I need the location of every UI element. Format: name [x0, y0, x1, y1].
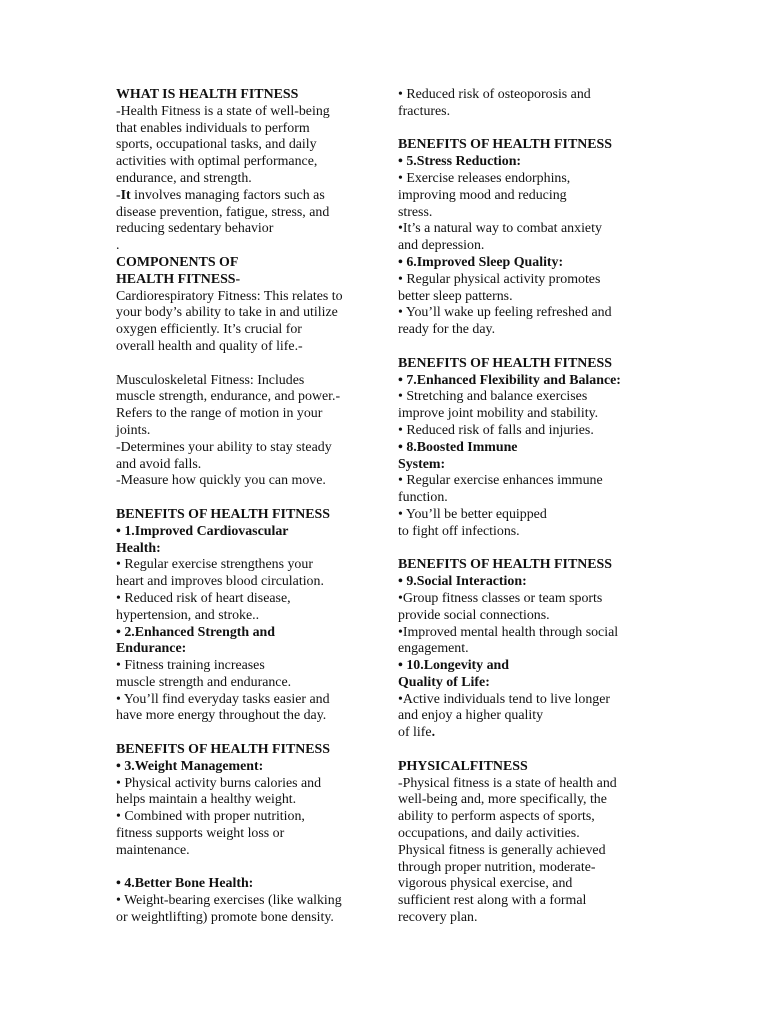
text-line [116, 658, 378, 675]
line-text: • Stretching and balance exercises [398, 389, 588, 405]
text-line [398, 389, 650, 406]
heading-line [116, 524, 378, 541]
line-text: • 3.Weight Management: [116, 758, 264, 774]
line-text: • Weight-bearing exercises (like walking [116, 893, 342, 909]
line-text: of life [398, 725, 432, 741]
text-line [116, 473, 378, 490]
line-text: • Regular exercise enhances immune [398, 473, 603, 489]
text-line [398, 473, 650, 490]
line-text: BENEFITS OF HEALTH FITNESS [116, 742, 330, 758]
heading-line [116, 507, 378, 524]
text-line [398, 826, 650, 843]
line-text: and avoid falls. [116, 456, 202, 472]
text-line [398, 893, 650, 910]
text-line [398, 322, 650, 339]
heading-line [398, 759, 650, 776]
text-line [398, 591, 650, 608]
blank-line [398, 541, 650, 558]
text-line [116, 205, 378, 222]
text-line [398, 608, 650, 625]
line-text: BENEFITS OF HEALTH FITNESS [398, 137, 612, 153]
text-line [116, 423, 378, 440]
line-text: activities with optimal performance, [116, 154, 318, 170]
heading-line [398, 255, 650, 272]
line-text: and enjoy a higher quality [398, 708, 544, 724]
text-line [398, 490, 650, 507]
text-line [116, 675, 378, 692]
line-text: • You’ll be better equipped [398, 506, 547, 522]
line-text: • You’ll wake up feeling refreshed and [398, 305, 612, 321]
line-text: your body’s ability to take in and utilize [116, 305, 338, 321]
line-text: • Combined with proper nutrition, [116, 809, 305, 825]
heading-line [116, 272, 378, 289]
line-text: maintenance. [116, 842, 190, 858]
line-text: -Determines your ability to stay steady [116, 439, 332, 455]
line-text: fitness supports weight loss or [116, 826, 285, 842]
text-line [398, 860, 650, 877]
text-line [116, 893, 378, 910]
line-text: • 10.Longevity and [398, 658, 509, 674]
text-line [398, 305, 650, 322]
heading-line [398, 440, 650, 457]
blank-line [116, 490, 378, 507]
heading-line [398, 675, 650, 692]
text-line [398, 725, 650, 742]
text-line [398, 171, 650, 188]
line-text: •Active individuals tend to live longer [398, 691, 611, 707]
line-text: and depression. [398, 238, 485, 254]
heading-line [116, 641, 378, 658]
blank-line [398, 742, 650, 759]
line-text: COMPONENTS OF [116, 254, 239, 270]
line-text: • Regular physical activity promotes [398, 271, 601, 287]
text-line [116, 591, 378, 608]
left-column [116, 87, 378, 927]
text-line [116, 339, 378, 356]
line-text: well-being and, more specifically, the [398, 792, 607, 808]
text-line [116, 289, 378, 306]
text-line [398, 406, 650, 423]
line-text: System: [398, 456, 446, 472]
text-line [398, 641, 650, 658]
line-text: ready for the day. [398, 322, 496, 338]
right-column [398, 87, 650, 927]
heading-line [116, 541, 378, 558]
line-text: • 5.Stress Reduction: [398, 154, 522, 170]
line-text: PHYSICALFITNESS [398, 758, 528, 774]
text-line [116, 104, 378, 121]
line-text: joints. [116, 422, 151, 438]
line-text: BENEFITS OF HEALTH FITNESS [116, 506, 330, 522]
line-text: -Measure how quickly you can move. [116, 473, 326, 489]
text-line [116, 574, 378, 591]
line-text: -Physical fitness is a state of health and [398, 775, 617, 791]
text-line [398, 708, 650, 725]
line-text: • Physical activity burns calories and [116, 775, 322, 791]
text-line [398, 776, 650, 793]
heading-line [116, 255, 378, 272]
line-text: have more energy throughout the day. [116, 708, 327, 724]
text-line [116, 373, 378, 390]
text-line [116, 826, 378, 843]
line-text: • 1.Improved Cardiovascular [116, 523, 289, 539]
bold-run: It [120, 187, 131, 203]
text-line [398, 188, 650, 205]
heading-line [116, 625, 378, 642]
text-line [116, 221, 378, 238]
line-text: • You’ll find everyday tasks easier and [116, 691, 330, 707]
line-text: that enables individuals to perform [116, 120, 310, 136]
line-text: or weightlifting) promote bone density. [116, 910, 334, 926]
line-text: fractures. [398, 103, 451, 119]
line-text: • 9.Social Interaction: [398, 574, 527, 590]
text-line [116, 557, 378, 574]
heading-line [398, 373, 650, 390]
text-line [398, 792, 650, 809]
line-text: • Reduced risk of falls and injuries. [398, 422, 594, 438]
blank-line [398, 339, 650, 356]
line-text: Endurance: [116, 641, 187, 657]
text-line [116, 608, 378, 625]
text-line [116, 154, 378, 171]
blank-line [116, 725, 378, 742]
text-line [398, 507, 650, 524]
text-line [116, 440, 378, 457]
heading-line [398, 574, 650, 591]
line-text: WHAT IS HEALTH FITNESS [116, 87, 299, 102]
line-text: BENEFITS OF HEALTH FITNESS [398, 557, 612, 573]
text-line [398, 289, 650, 306]
text-line [116, 406, 378, 423]
line-text: oxygen efficiently. It’s crucial for [116, 322, 302, 338]
line-text: Health: [116, 540, 161, 556]
line-text: Physical fitness is generally achieved [398, 842, 606, 858]
text-line [116, 843, 378, 860]
text-line [398, 692, 650, 709]
text-line [116, 776, 378, 793]
line-text: • 4.Better Bone Health: [116, 876, 254, 892]
line-text: • Reduced risk of osteoporosis and [398, 87, 591, 102]
line-text: BENEFITS OF HEALTH FITNESS [398, 355, 612, 371]
line-text: • 7.Enhanced Flexibility and Balance: [398, 372, 621, 388]
heading-line [116, 876, 378, 893]
line-text: helps maintain a healthy weight. [116, 792, 297, 808]
line-text: Musculoskeletal Fitness: Includes [116, 372, 305, 388]
text-line [116, 910, 378, 927]
line-text: hypertension, and stroke.. [116, 607, 260, 623]
line-text: ability to perform aspects of sports, [398, 809, 595, 825]
line-text: •Group fitness classes or team sports [398, 590, 603, 606]
line-text: HEALTH FITNESS- [116, 271, 241, 287]
line-text: sufficient rest along with a formal [398, 893, 587, 909]
bold-run: . [431, 725, 436, 741]
line-text: • 6.Improved Sleep Quality: [398, 254, 564, 270]
line-text: reducing sedentary behavior [116, 221, 274, 237]
line-text: • 8.Boosted Immune [398, 439, 518, 455]
text-line [398, 205, 650, 222]
blank-line [116, 860, 378, 877]
line-text: endurance, and strength. [116, 170, 252, 186]
line-text: function. [398, 490, 448, 506]
text-line [116, 792, 378, 809]
blank-line [116, 356, 378, 373]
line-text: -Health Fitness is a state of well-being [116, 103, 330, 119]
line-text: occupations, and daily activities. [398, 826, 580, 842]
line-text: vigorous physical exercise, and [398, 876, 573, 892]
line-text: overall health and quality of life.- [116, 338, 303, 354]
text-line [398, 524, 650, 541]
text-run: involves managing factors such as [130, 187, 325, 203]
text-line [116, 322, 378, 339]
line-text: •Improved mental health through social [398, 624, 619, 640]
heading-line [116, 759, 378, 776]
text-line [116, 692, 378, 709]
text-line [116, 137, 378, 154]
line-text: provide social connections. [398, 607, 550, 623]
heading-line [116, 742, 378, 759]
text-line [116, 708, 378, 725]
text-line [398, 843, 650, 860]
text-line [398, 876, 650, 893]
text-line [116, 188, 378, 205]
line-text: muscle strength, endurance, and power.- [116, 389, 341, 405]
text-line [116, 121, 378, 138]
line-text: stress. [398, 204, 433, 220]
heading-line [398, 557, 650, 574]
heading-line [398, 154, 650, 171]
line-text: recovery plan. [398, 910, 478, 926]
heading-line [398, 658, 650, 675]
line-text: . [116, 238, 120, 254]
text-line [398, 104, 650, 121]
line-text: sports, occupational tasks, and daily [116, 137, 317, 153]
heading-line [398, 457, 650, 474]
text-line [398, 87, 650, 104]
text-line [116, 809, 378, 826]
line-text: through proper nutrition, moderate- [398, 859, 596, 875]
heading-line [398, 356, 650, 373]
line-text: Cardiorespiratory Fitness: This relates to [116, 288, 343, 304]
text-line [116, 171, 378, 188]
text-line [398, 238, 650, 255]
heading-line [398, 137, 650, 154]
text-line [116, 238, 378, 255]
line-text: • Exercise releases endorphins, [398, 170, 571, 186]
heading-line [116, 87, 378, 104]
text-line [116, 305, 378, 322]
text-line [398, 272, 650, 289]
line-text: improve joint mobility and stability. [398, 406, 599, 422]
line-text: muscle strength and endurance. [116, 674, 292, 690]
line-text: • Fitness training increases [116, 658, 265, 674]
line-text: heart and improves blood circulation. [116, 574, 324, 590]
text-line [398, 809, 650, 826]
text-line [398, 625, 650, 642]
line-text: •It’s a natural way to combat anxiety [398, 221, 602, 237]
text-line [398, 910, 650, 927]
line-text: improving mood and reducing [398, 187, 567, 203]
text-line [116, 457, 378, 474]
line-text: • Regular exercise strengthens your [116, 557, 313, 573]
line-text: Quality of Life: [398, 674, 490, 690]
line-text: to fight off infections. [398, 523, 520, 539]
line-text: better sleep patterns. [398, 288, 513, 304]
blank-line [398, 121, 650, 138]
line-text: engagement. [398, 641, 469, 657]
line-text: Refers to the range of motion in your [116, 406, 323, 422]
line-text: • Reduced risk of heart disease, [116, 590, 291, 606]
text-line [116, 389, 378, 406]
text-line [398, 423, 650, 440]
text-line [398, 221, 650, 238]
line-text: - [116, 187, 121, 203]
line-text: disease prevention, fatigue, stress, and [116, 204, 330, 220]
line-text: • 2.Enhanced Strength and [116, 624, 275, 640]
